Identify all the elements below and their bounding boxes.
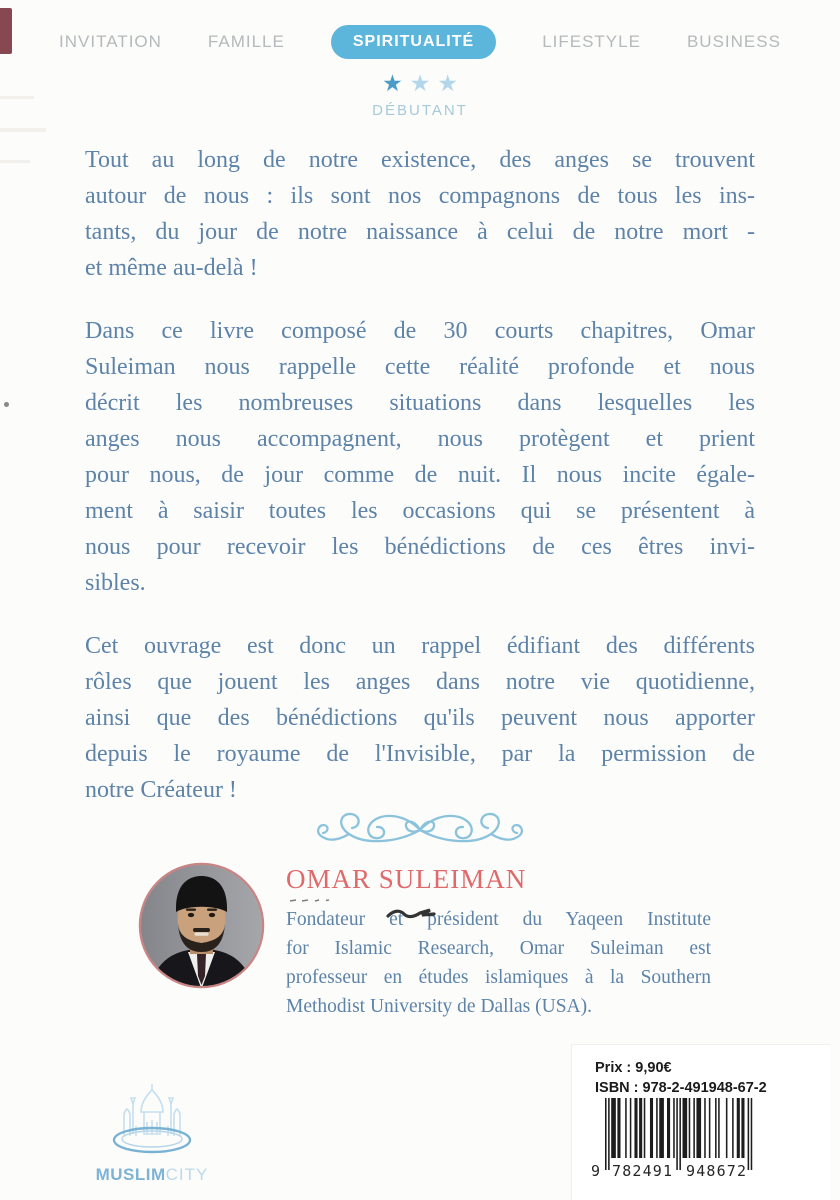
text-line: Fondateur et président du Yaqeen Institute: [286, 909, 711, 930]
author-bio: [286, 905, 711, 1021]
price-label: Prix : 9,90€: [595, 1060, 672, 1076]
synopsis-paragraph-1: [85, 142, 755, 286]
level-label: DÉBUTANT: [372, 102, 468, 119]
text-line: tants, du jour de notre naissance à celui de notre mort -: [85, 219, 755, 245]
text-line: et même au-delà !: [85, 255, 258, 281]
text-line: décrit les nombreuses situations dans lesquelles les: [85, 390, 755, 416]
barcode-digit-left: 9: [591, 1162, 601, 1180]
ean-barcode: [591, 1098, 761, 1185]
scan-artifact: [0, 128, 46, 132]
text-line: autour de nous : ils sont nos compagnons de tous les ins-: [85, 183, 755, 209]
synopsis: [85, 142, 755, 808]
scan-artifact-speck: [4, 402, 9, 407]
nav-item-business[interactable]: BUSINESS: [686, 32, 781, 51]
synopsis-paragraph-2: [85, 313, 755, 601]
barcode-digits-group2: 948672: [686, 1162, 746, 1180]
text-line: anges nous accompagnent, nous protègent et prient: [85, 426, 755, 452]
text-line: ainsi que des bénédictions qu'ils peuvent nous apporter: [85, 705, 755, 731]
text-line: Methodist University de Dallas (USA).: [286, 996, 593, 1017]
wordmark-muslim: MUSLIM: [95, 1165, 166, 1184]
star-icon: [410, 72, 431, 95]
text-line: Dans ce livre composé de 30 courts chapitres, Omar: [85, 318, 755, 344]
isbn-label: ISBN : 978-2-491948-67-2: [595, 1080, 767, 1096]
flourish-divider-icon: [0, 806, 840, 852]
nav-item-spiritualite-active[interactable]: SPIRITUALITÉ: [331, 25, 496, 59]
author-name: OMAR SULEIMAN: [286, 864, 527, 894]
star-icon: [437, 72, 458, 95]
category-nav: [0, 25, 840, 59]
publisher-wordmark: [92, 1165, 212, 1185]
mosque-icon: [100, 1078, 204, 1158]
level-stars: [0, 72, 840, 95]
nav-item-famille[interactable]: FAMILLE: [207, 32, 285, 51]
text-line: Cet ouvrage est donc un rappel édifiant des différents: [85, 633, 755, 659]
text-line: Tout au long de notre existence, des anges se trouvent: [85, 147, 755, 173]
text-line: depuis le royaume de l'Invisible, par la permission de: [85, 741, 755, 767]
publisher-logo: [92, 1078, 212, 1185]
barcode-sticker: [571, 1044, 830, 1200]
star-icon: [382, 72, 403, 95]
synopsis-paragraph-3: [85, 628, 755, 808]
ink-scribble-mark: [386, 906, 438, 927]
wordmark-city: CITY: [165, 1165, 209, 1184]
scan-artifact: [0, 160, 30, 163]
scan-artifact-dashes: [288, 892, 348, 910]
author-section: [138, 862, 711, 1021]
nav-item-invitation[interactable]: INVITATION: [59, 32, 162, 51]
text-line: sibles.: [85, 570, 146, 596]
level-indicator: [0, 72, 840, 119]
barcode-bars: [605, 1098, 752, 1170]
text-line: Suleiman nous rappelle cette réalité profonde et nous: [85, 354, 755, 380]
text-line: rôles que jouent les anges dans notre vie quotidienne,: [85, 669, 755, 695]
author-photo: [138, 862, 265, 989]
nav-item-lifestyle[interactable]: LIFESTYLE: [542, 32, 641, 51]
text-line: pour nous, de jour comme de nuit. Il nous incite égale-: [85, 462, 755, 488]
text-line: professeur en études islamiques à la Southern: [286, 967, 711, 988]
text-line: nous pour recevoir les bénédictions de ces êtres invi-: [85, 534, 755, 560]
text-line: for Islamic Research, Omar Suleiman est: [286, 938, 711, 959]
text-line: notre Créateur !: [85, 777, 237, 803]
barcode-digits-group1: 782491: [612, 1162, 672, 1180]
text-line: ment à saisir toutes les occasions qui se présentent à: [85, 498, 755, 524]
